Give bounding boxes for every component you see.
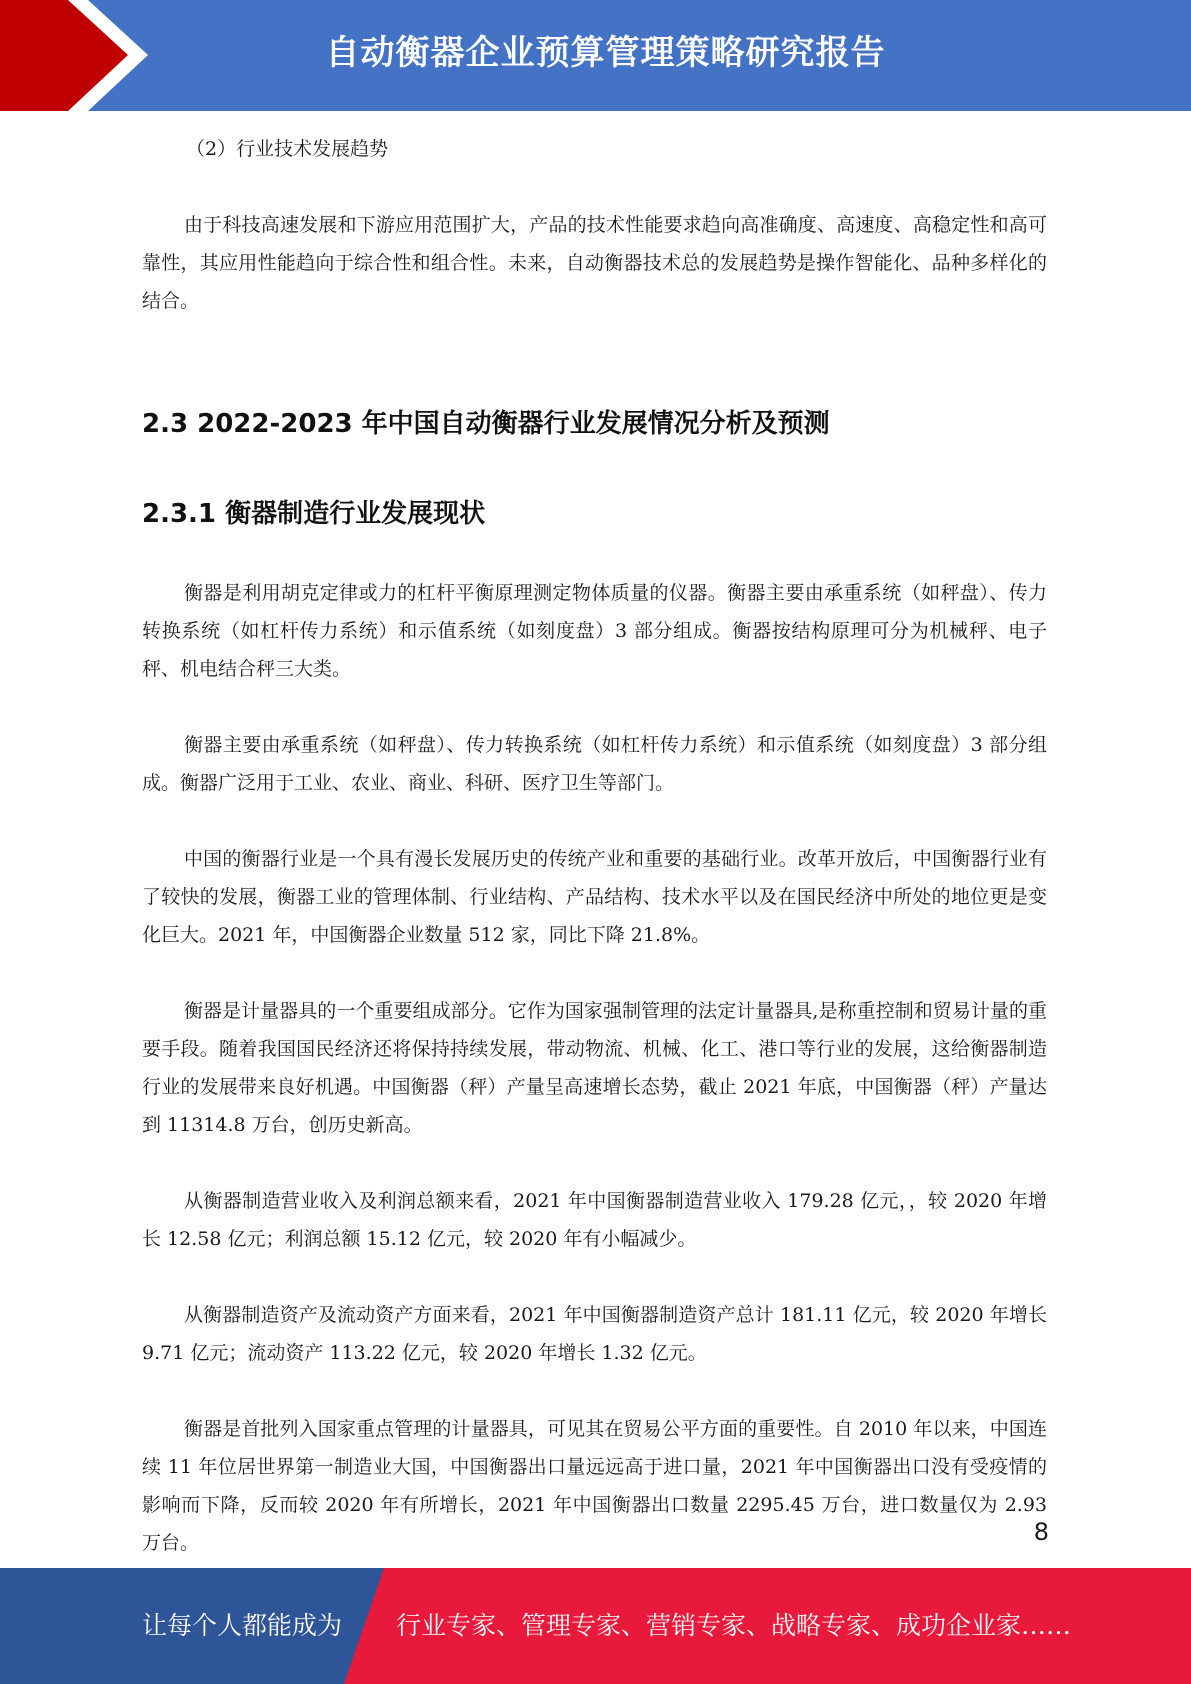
document-body <box>142 130 1047 1562</box>
page-footer <box>0 1568 1191 1684</box>
body-paragraph: 衡器是利用胡克定律或力的杠杆平衡原理测定物体质量的仪器。衡器主要由承重系统（如秤盘）、传力转换系统（如杠杆传力系统）和示值系统（如刻度盘）3 部分组成。衡器按结构原理可分为机械秤、电子秤、机电结合秤三大类。 <box>142 582 1047 680</box>
intro-paragraph: 由于科技高速发展和下游应用范围扩大，产品的技术性能要求趋向高准确度、高速度、高稳定性和高可靠性，其应用性能趋向于综合性和组合性。未来，自动衡器技术总的发展趋势是操作智能化、品种多样化的结合。 <box>142 214 1047 312</box>
section-heading: 2.3 2022-2023 年中国自动衡器行业发展情况分析及预测 <box>142 409 830 439</box>
footer-slogan-left: 让每个人都能成为 <box>142 1611 343 1640</box>
body-paragraph: 衡器是计量器具的一个重要组成部分。它作为国家强制管理的法定计量器具,是称重控制和贸易计量的重要手段。随着我国国民经济还将保持持续发展，带动物流、机械、化工、港口等行业的发展，这给衡器制造行业的发展带来良好机遇。中国衡器（秤）产量呈高速增长态势，截止 2021 年底，中国衡器（秤）产量达到 11314.8 万台，创历史新高。 <box>142 1000 1047 1136</box>
body-paragraph: 衡器主要由承重系统（如秤盘）、传力转换系统（如杠杆传力系统）和示值系统（如刻度盘）3 部分组成。衡器广泛用于工业、农业、商业、科研、医疗卫生等部门。 <box>142 734 1047 794</box>
header-arrow-decoration <box>0 0 152 111</box>
body-paragraph: 中国的衡器行业是一个具有漫长发展历史的传统产业和重要的基础行业。改革开放后，中国衡器行业有了较快的发展，衡器工业的管理体制、行业结构、产品结构、技术水平以及在国民经济中所处的地位更是变化巨大。2021 年，中国衡器企业数量 512 家，同比下降 21.8%。 <box>142 848 1047 946</box>
body-paragraph: 从衡器制造营业收入及利润总额来看，2021 年中国衡器制造营业收入 179.28 亿元，，较 2020 年增长 12.58 亿元；利润总额 15.12 亿元，较 2020 年有小幅减少。 <box>142 1190 1047 1250</box>
body-paragraph: 从衡器制造资产及流动资产方面来看，2021 年中国衡器制造资产总计 181.11 亿元，较 2020 年增长 9.71 亿元；流动资产 113.22 亿元，较 2020 年增长 1.32 亿元。 <box>142 1304 1047 1364</box>
page-header <box>0 0 1191 111</box>
subsection-heading: 2.3.1 衡器制造行业发展现状 <box>142 499 486 529</box>
page-number: 8 <box>1033 1518 1049 1546</box>
body-paragraph: 衡器是首批列入国家重点管理的计量器具，可见其在贸易公平方面的重要性。自 2010 年以来，中国连续 11 年位居世界第一制造业大国，中国衡器出口量远远高于进口量，2021 年中国衡器出口没有受疫情的影响而下降，反而较 2020 年有所增长，2021 年中国衡器出口数量 2295.45 万台，进口数量仅为 2.93 万台。 <box>142 1418 1047 1554</box>
report-title: 自动衡器企业预算管理策略研究报告 <box>325 33 886 73</box>
footer-slogan-right: 行业专家、管理专家、营销专家、战略专家、成功企业家…… <box>396 1611 1072 1640</box>
sub-point-heading: （2）行业技术发展趋势 <box>186 138 389 160</box>
